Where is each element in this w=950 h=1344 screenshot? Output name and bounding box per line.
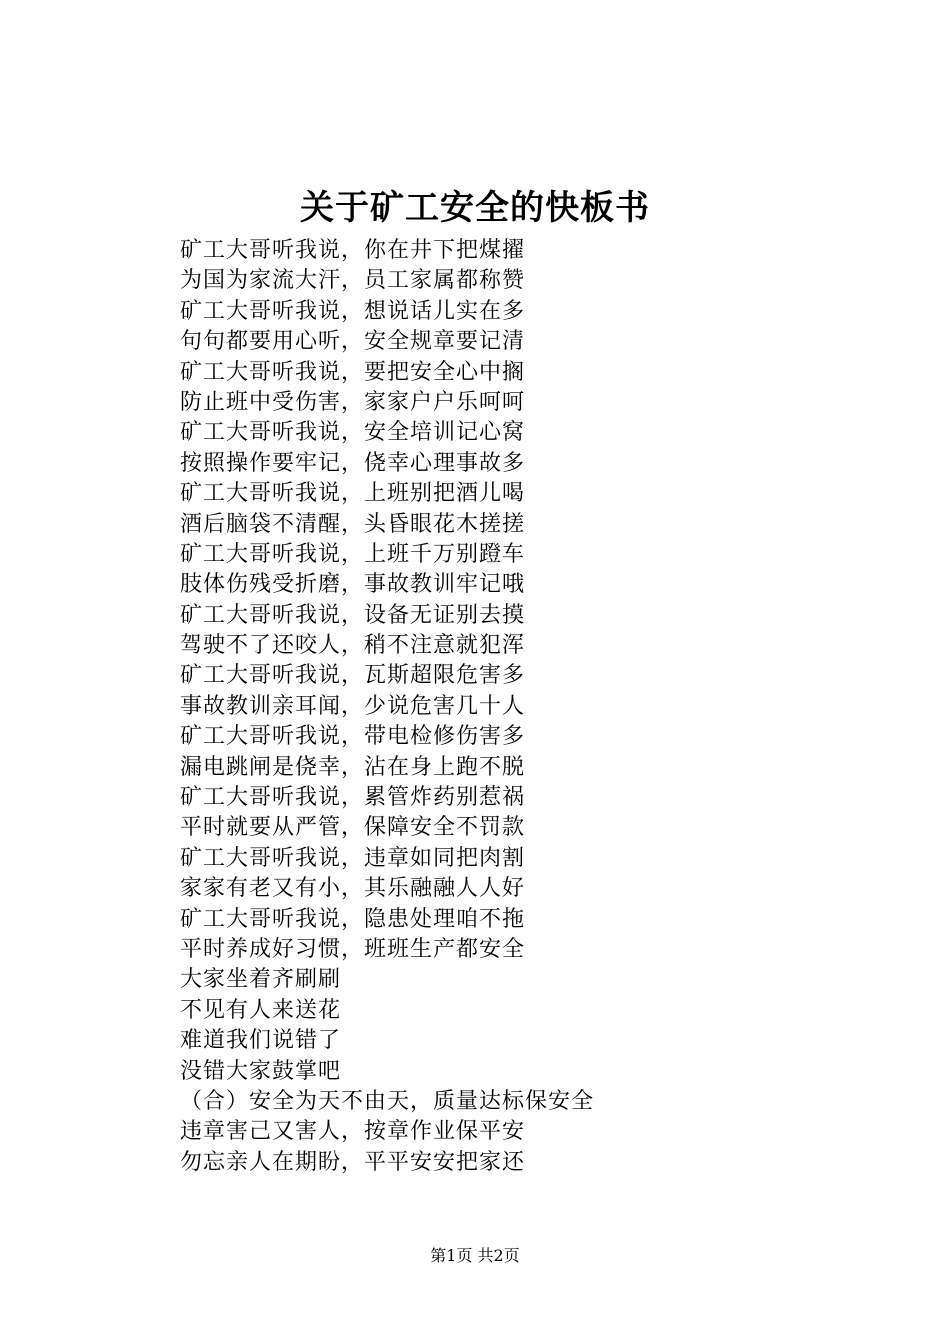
verse-line: 矿工大哥听我说，累管炸药别惹祸	[180, 785, 526, 811]
verse-line: 违章害己又害人，按章作业保平安	[180, 1119, 526, 1145]
verse-line: 平时就要从严管，保障安全不罚款	[180, 815, 526, 841]
verse-line: （合）安全为天不由天，质量达标保安全	[180, 1088, 595, 1114]
verse-line: 漏电跳闸是侥幸，沾在身上跑不脱	[180, 754, 526, 780]
verse-line: 防止班中受伤害，家家户户乐呵呵	[180, 389, 526, 415]
verse-line: 平时养成好习惯，班班生产都安全	[180, 936, 526, 962]
verse-line: 矿工大哥听我说，违章如同把肉割	[180, 845, 526, 871]
verse-line: 矿工大哥听我说，隐患处理咱不拖	[180, 906, 526, 932]
verse-line: 为国为家流大汗，员工家属都称赞	[180, 268, 526, 294]
verse-line: 矿工大哥听我说，带电检修伤害多	[180, 724, 526, 750]
verse-line: 按照操作要牢记，侥幸心理事故多	[180, 450, 526, 476]
verse-line: 酒后脑袋不清醒，头昏眼花木搓搓	[180, 511, 526, 537]
verse-line: 矿工大哥听我说，想说话儿实在多	[180, 298, 526, 324]
verse-lines	[180, 236, 594, 1178]
verse-line: 矿工大哥听我说，你在井下把煤擢	[180, 238, 526, 263]
document-title: 关于矿工安全的快板书	[300, 188, 650, 228]
verse-line: 矿工大哥听我说，要把安全心中搁	[180, 359, 526, 385]
verse-line: 矿工大哥听我说，瓦斯超限危害多	[180, 663, 526, 689]
verse-line: 家家有老又有小，其乐融融人人好	[180, 876, 526, 902]
verse-line: 句句都要用心听，安全规章要记清	[180, 329, 526, 355]
verse-line: 不见有人来送花	[180, 997, 342, 1023]
verse-line: 没错大家鼓掌吧	[180, 1058, 342, 1084]
verse-line: 矿工大哥听我说，安全培训记心窝	[180, 420, 526, 446]
page-footer: 第1页 共2页	[430, 1246, 520, 1265]
verse-line: 矿工大哥听我说，设备无证别去摸	[180, 602, 526, 628]
verse-line: 事故教训亲耳闻，少说危害几十人	[180, 693, 526, 719]
verse-line: 大家坐着齐刷刷	[180, 967, 342, 993]
verse-line: 肢体伤残受折磨，事故教训牢记哦	[180, 572, 526, 598]
verse-line: 勿忘亲人在期盼，平平安安把家还	[180, 1149, 526, 1175]
verse-line: 矿工大哥听我说，上班别把酒儿喝	[180, 481, 526, 507]
verse-line: 驾驶不了还咬人，稍不注意就犯浑	[180, 633, 526, 659]
verse-line: 矿工大哥听我说，上班千万别蹬车	[180, 541, 526, 567]
verse-line: 难道我们说错了	[180, 1028, 342, 1054]
